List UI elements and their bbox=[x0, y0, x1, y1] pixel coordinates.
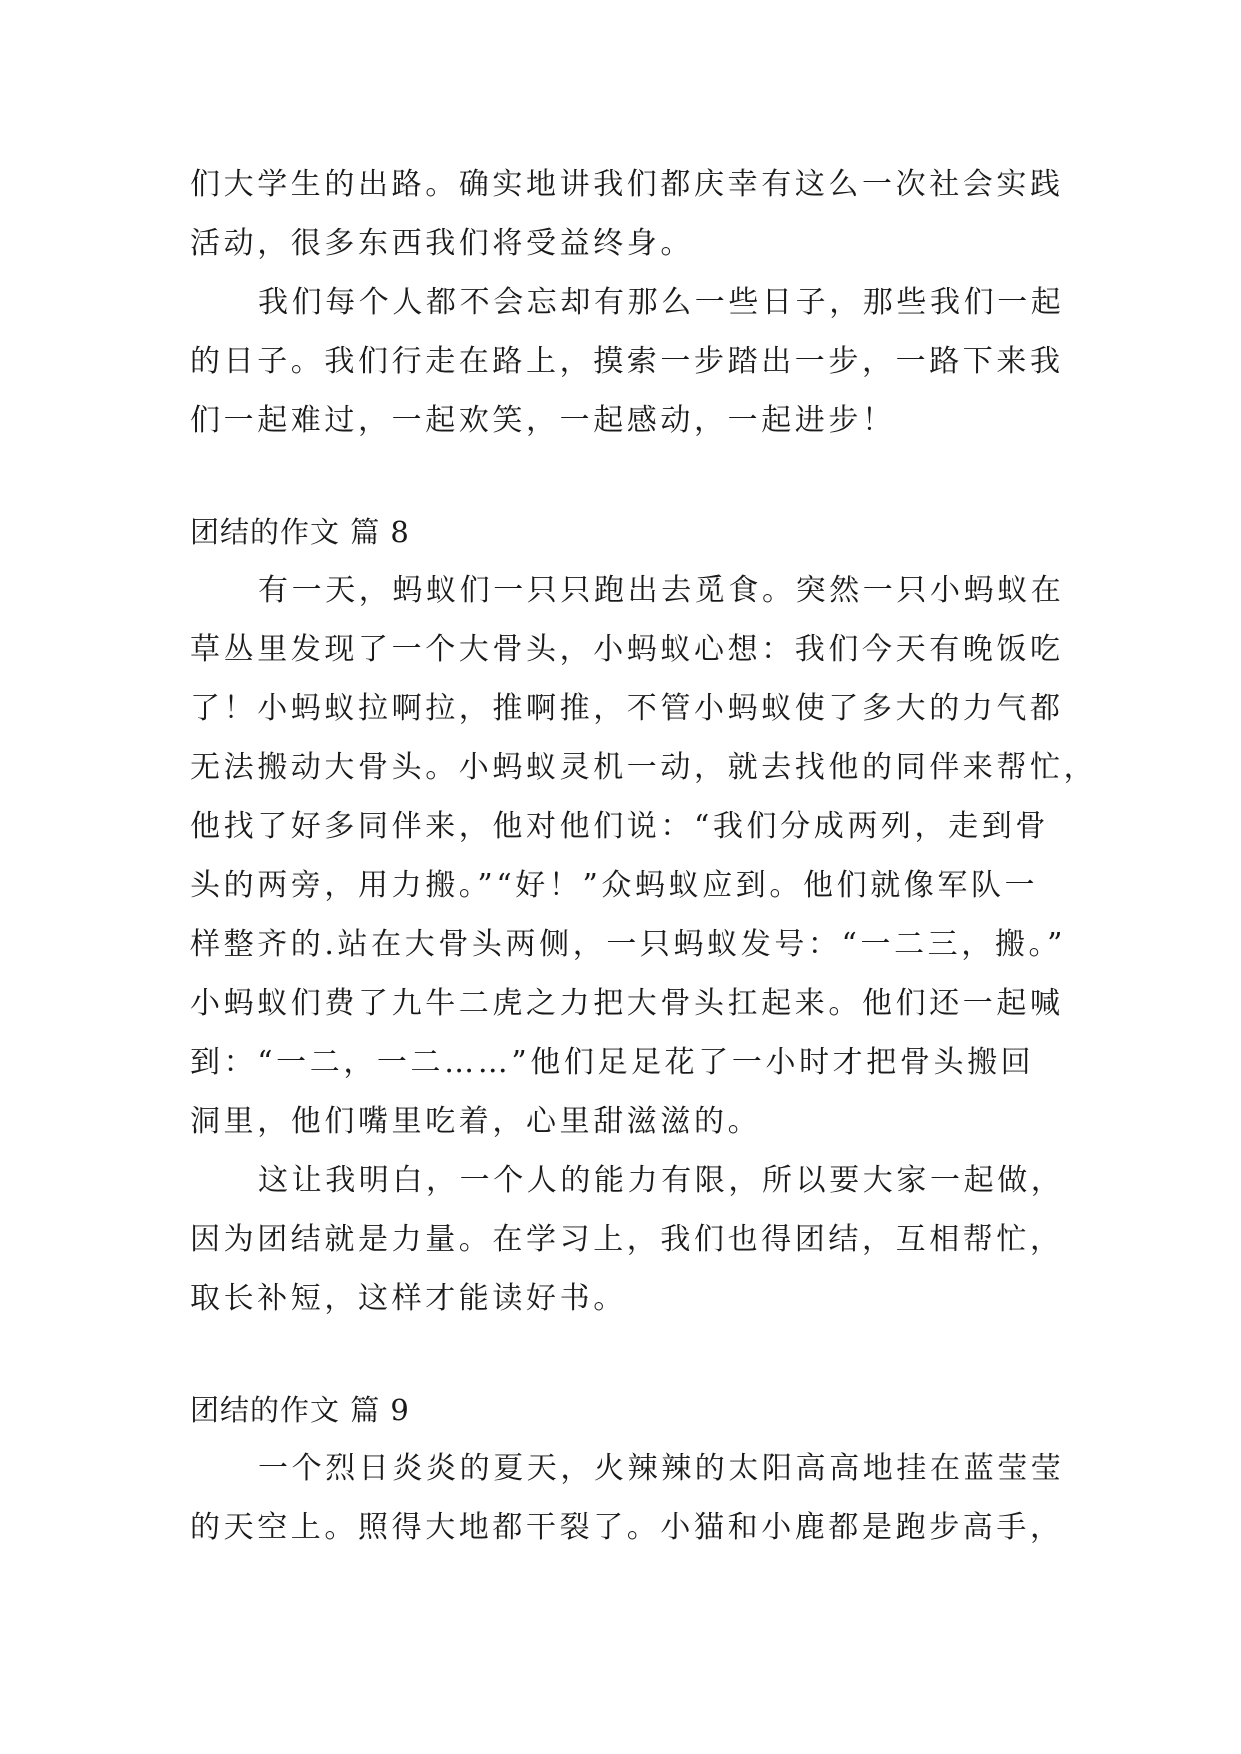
paragraph-line: 有一天，蚂蚁们一只只跑出去觅食。突然一只小蚂蚁在 bbox=[258, 573, 1065, 608]
paragraph-line: 这让我明白，一个人的能力有限，所以要大家一起做， bbox=[258, 1163, 1065, 1198]
paragraph-line: 取长补短，这样才能读好书。 bbox=[190, 1281, 627, 1316]
section-title: 团结的作文 篇 8 bbox=[190, 515, 410, 549]
paragraph-line: 的日子。我们行走在路上，摸索一步踏出一步，一路下来我 bbox=[190, 344, 1064, 379]
paragraph-line: 样整齐的.站在大骨头两侧，一只蚂蚁发号：“一二三，搬。” bbox=[190, 927, 1067, 962]
paragraph-line: 草丛里发现了一个大骨头，小蚂蚁心想：我们今天有晚饭吃 bbox=[190, 632, 1064, 667]
paragraph-line: 了！小蚂蚁拉啊拉，推啊推，不管小蚂蚁使了多大的力气都 bbox=[190, 691, 1064, 726]
paragraph-line: 洞里，他们嘴里吃着，心里甜滋滋的。 bbox=[190, 1104, 762, 1139]
paragraph-line: 的天空上。照得大地都干裂了。小猫和小鹿都是跑步高手， bbox=[190, 1510, 1064, 1545]
paragraph-line: 我们每个人都不会忘却有那么一些日子，那些我们一起 bbox=[258, 285, 1065, 320]
paragraph-line: 们一起难过，一起欢笑，一起感动，一起进步！ bbox=[190, 403, 896, 438]
paragraph-line: 无法搬动大骨头。小蚂蚁灵机一动，就去找他的同伴来帮忙， bbox=[190, 750, 1098, 785]
paragraph-line: 小蚂蚁们费了九牛二虎之力把大骨头扛起来。他们还一起喊 bbox=[190, 986, 1064, 1021]
paragraph-line: 到：“一二，一二……”他们足足花了一小时才把骨头搬回 bbox=[190, 1045, 1035, 1080]
paragraph-line: 一个烈日炎炎的夏天，火辣辣的太阳高高地挂在蓝莹莹 bbox=[258, 1451, 1065, 1486]
section-title: 团结的作文 篇 9 bbox=[190, 1393, 410, 1427]
paragraph-line: 因为团结就是力量。在学习上，我们也得团结，互相帮忙， bbox=[190, 1222, 1064, 1257]
paragraph-line: 头的两旁，用力搬。”“好！”众蚂蚁应到。他们就像军队一 bbox=[190, 868, 1039, 903]
paragraph-line: 他找了好多同伴来，他对他们说：“我们分成两列，走到骨 bbox=[190, 809, 1049, 844]
paragraph-line: 活动，很多东西我们将受益终身。 bbox=[190, 226, 694, 261]
paragraph-line: 们大学生的出路。确实地讲我们都庆幸有这么一次社会实践 bbox=[190, 167, 1064, 202]
